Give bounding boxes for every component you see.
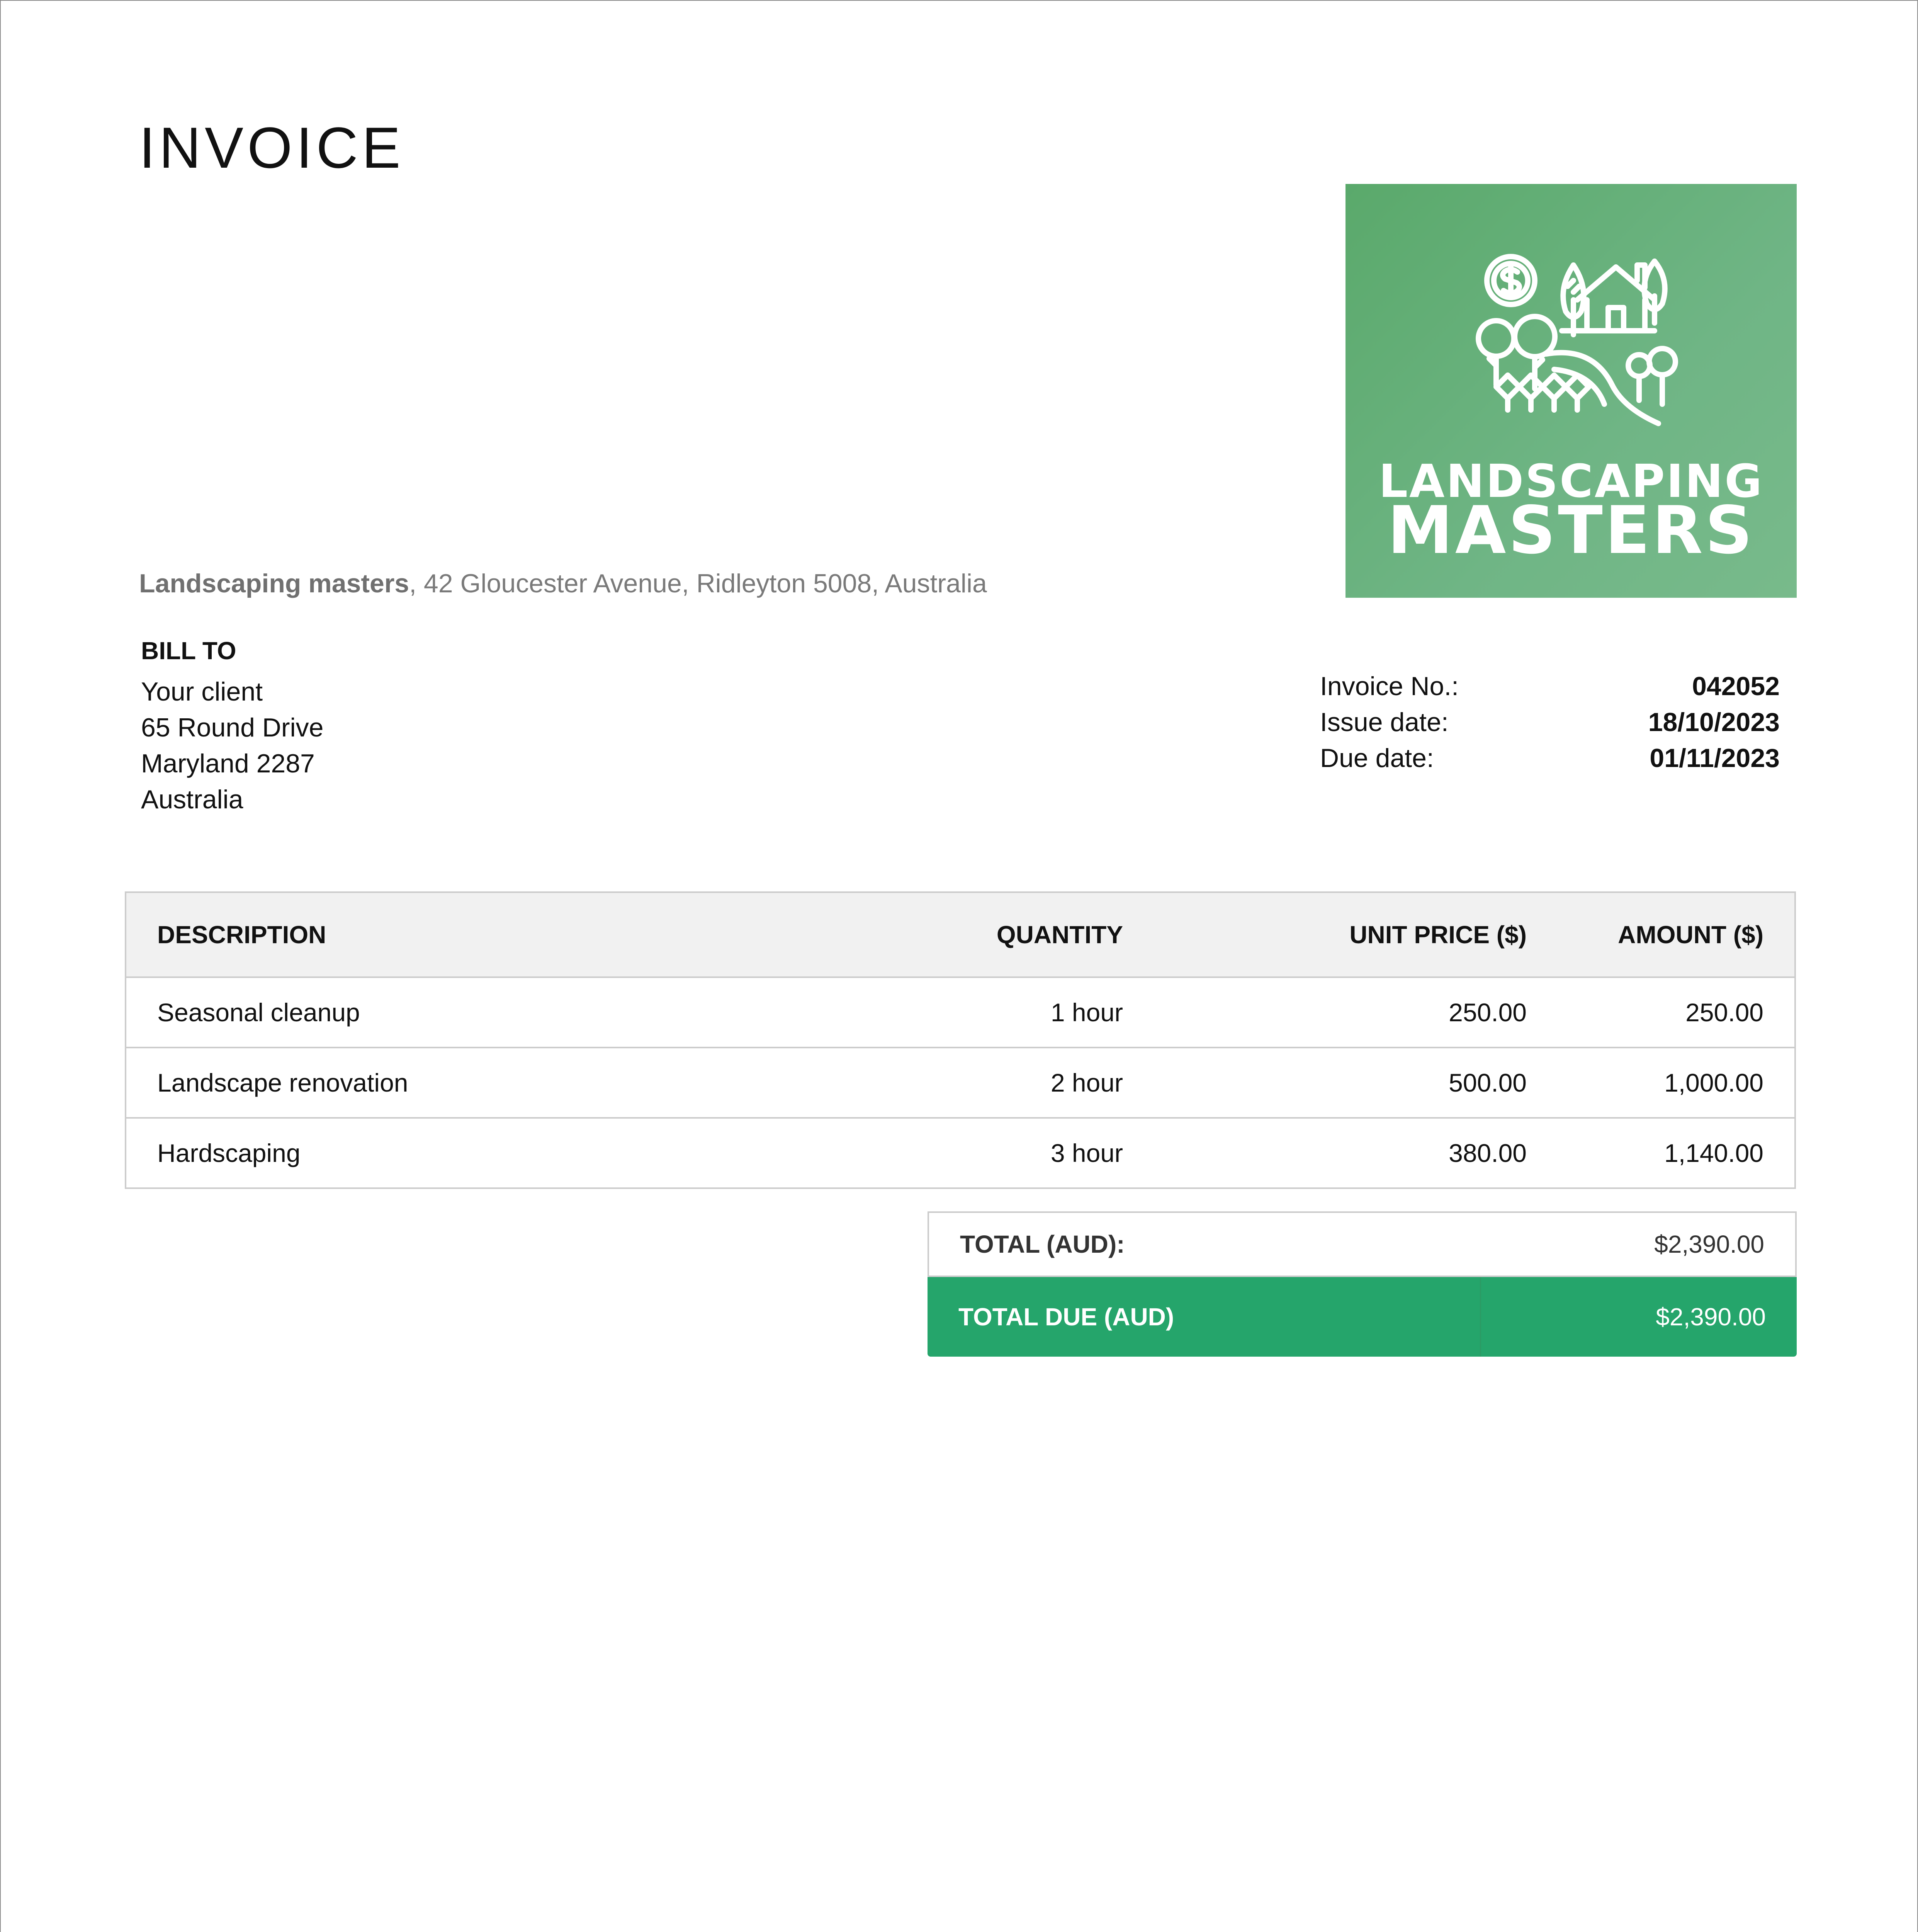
item-description: Hardscaping — [157, 1139, 301, 1167]
invoice-number-row — [1320, 668, 1780, 704]
bill-to-line: Maryland 2287 — [141, 749, 315, 778]
totals-box — [928, 1211, 1797, 1357]
item-description: Seasonal cleanup — [157, 998, 360, 1027]
item-unit-price: 250.00 — [1449, 998, 1527, 1027]
total-row — [928, 1211, 1797, 1277]
total-due-label: TOTAL DUE (AUD) — [958, 1303, 1174, 1331]
line-items-table — [125, 891, 1796, 1189]
landscape-house-trees-icon — [1345, 184, 1797, 598]
item-unit-price: 500.00 — [1449, 1068, 1527, 1097]
bill-to-heading: BILL TO — [141, 637, 236, 665]
sender-name: Landscaping masters — [139, 569, 409, 598]
header-amount: AMOUNT ($) — [1618, 921, 1763, 949]
item-amount: 1,000.00 — [1664, 1068, 1763, 1097]
table-row — [126, 976, 1794, 1047]
logo-line-1: LANDSCAPING — [1378, 454, 1764, 508]
meta-label: Issue date: — [1320, 707, 1449, 737]
due-date-row — [1320, 740, 1780, 776]
item-amount: 250.00 — [1685, 998, 1763, 1027]
total-label: TOTAL (AUD): — [960, 1230, 1125, 1258]
item-quantity: 3 hour — [1050, 1139, 1123, 1167]
item-amount: 1,140.00 — [1664, 1139, 1763, 1167]
sender-address — [139, 568, 987, 599]
item-quantity: 2 hour — [1050, 1068, 1123, 1097]
header-description: DESCRIPTION — [157, 921, 326, 949]
invoice-title: INVOICE — [139, 115, 404, 180]
item-description: Landscape renovation — [157, 1068, 408, 1097]
total-due-row — [928, 1277, 1797, 1357]
due-date: 01/11/2023 — [1650, 743, 1780, 773]
bill-to-address — [141, 674, 323, 818]
meta-label: Due date: — [1320, 743, 1434, 773]
header-quantity: QUANTITY — [996, 921, 1123, 949]
item-quantity: 1 hour — [1050, 998, 1123, 1027]
header-unit-price: UNIT PRICE ($) — [1349, 921, 1527, 949]
bill-to-line: Australia — [141, 785, 243, 814]
logo-line-2: MASTERS — [1387, 492, 1755, 569]
table-row — [126, 1047, 1794, 1117]
table-row — [126, 1117, 1794, 1187]
bill-to-line: 65 Round Drive — [141, 713, 324, 742]
invoice-number: 042052 — [1692, 672, 1780, 701]
table-header-row — [126, 893, 1794, 976]
issue-date: 18/10/2023 — [1648, 707, 1780, 737]
issue-date-row — [1320, 704, 1780, 740]
company-logo — [1345, 184, 1797, 598]
invoice-meta — [1320, 668, 1780, 776]
meta-label: Invoice No.: — [1320, 672, 1459, 701]
total-value: $2,390.00 — [1654, 1230, 1764, 1258]
total-due-value: $2,390.00 — [1480, 1277, 1797, 1357]
item-unit-price: 380.00 — [1449, 1139, 1527, 1167]
bill-to-line: Your client — [141, 677, 263, 706]
sender-street: , 42 Gloucester Avenue, Ridleyton 5008, Australia — [409, 569, 987, 598]
